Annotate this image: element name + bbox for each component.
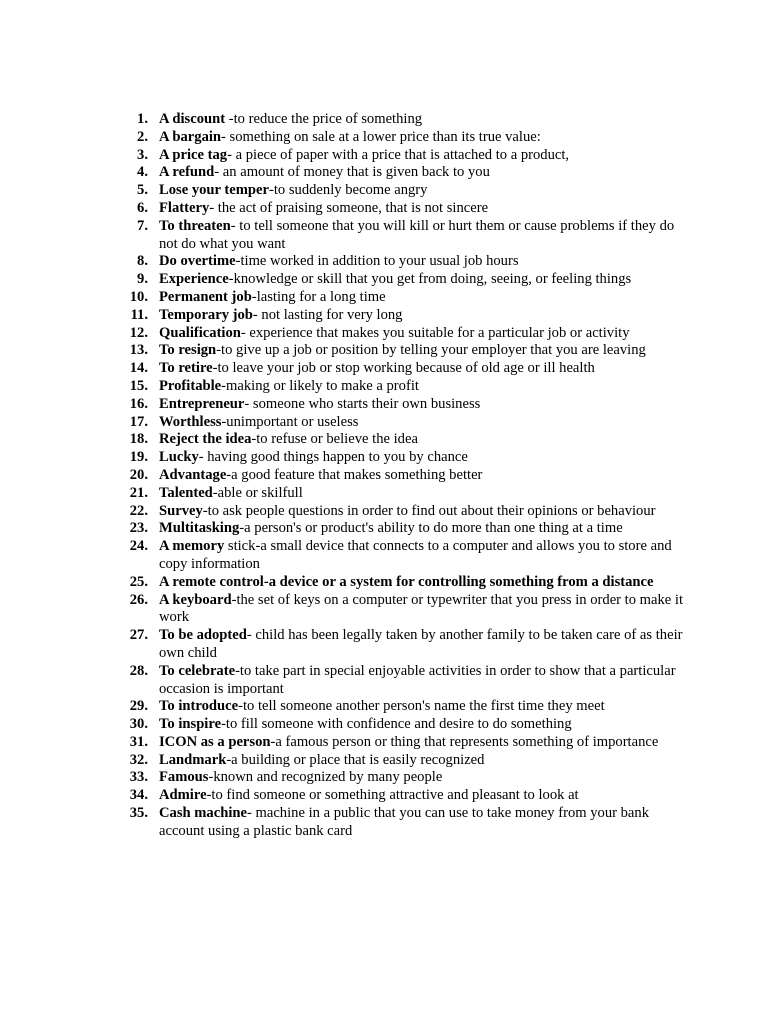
item-number: 3. xyxy=(137,146,148,163)
list-item xyxy=(0,396,768,414)
item-number: 19. xyxy=(129,449,148,466)
vocab-definition: - having good things happen to you by chance xyxy=(198,449,468,466)
vocabulary-list xyxy=(0,111,768,841)
list-item xyxy=(0,805,768,841)
item-number: 5. xyxy=(137,182,148,199)
item-number: 30. xyxy=(129,716,148,733)
vocab-definition: -time worked in addition to your usual job hours xyxy=(235,253,519,270)
list-item xyxy=(0,289,768,307)
vocab-term: Landmark xyxy=(159,751,227,768)
list-item xyxy=(0,164,768,182)
list-item xyxy=(0,698,768,716)
list-item xyxy=(0,574,768,592)
vocab-term: Survey xyxy=(159,502,203,519)
vocab-definition: -unimportant or useless xyxy=(221,413,359,430)
vocab-definition: - the act of praising someone, that is not sincere xyxy=(209,199,489,216)
item-number: 1. xyxy=(137,111,148,127)
vocab-term: Talented xyxy=(159,484,213,501)
list-item xyxy=(0,414,768,432)
item-number: 14. xyxy=(129,360,148,377)
item-number: 9. xyxy=(137,271,148,288)
item-number: 23. xyxy=(129,520,148,537)
vocab-term: Qualification xyxy=(159,324,241,341)
item-number: 12. xyxy=(129,324,148,341)
item-number: 33. xyxy=(129,769,148,786)
vocab-definition: -to fill someone with confidence and desire to do something xyxy=(221,716,572,733)
item-number: 26. xyxy=(129,591,148,608)
vocab-term: A remote control-a device or a system for controlling something from a distance xyxy=(159,573,654,590)
vocab-definition: - someone who starts their own business xyxy=(244,395,481,412)
vocab-definition: -to reduce the price of something xyxy=(225,111,423,127)
vocab-term: To retire xyxy=(159,360,213,377)
list-item xyxy=(0,360,768,378)
list-item xyxy=(0,627,768,663)
vocab-definition: - a piece of paper with a price that is attached to a product, xyxy=(227,146,570,163)
vocab-term: Experience xyxy=(159,271,229,288)
vocab-term: Temporary job xyxy=(159,306,253,323)
list-item xyxy=(0,769,768,787)
vocab-definition: stick-a small device that connects to a computer and allows you to store and copy information xyxy=(159,538,672,572)
list-item xyxy=(0,663,768,699)
list-item xyxy=(0,752,768,770)
list-item xyxy=(0,325,768,343)
list-item xyxy=(0,200,768,218)
item-number: 17. xyxy=(129,413,148,430)
vocab-term: Admire xyxy=(159,787,207,804)
vocab-definition: - to tell someone that you will kill or hurt them or cause problems if they do not do what you want xyxy=(159,217,675,252)
vocab-term: Reject the idea xyxy=(159,431,252,448)
vocab-term: Advantage xyxy=(159,466,227,483)
vocab-term: A refund xyxy=(159,164,215,181)
item-number: 25. xyxy=(129,573,148,590)
vocab-term: To resign xyxy=(159,342,217,359)
vocab-term: Multitasking xyxy=(159,520,240,537)
vocab-term: Lucky xyxy=(159,449,199,466)
vocab-term: Flattery xyxy=(159,199,210,216)
vocab-definition: -a famous person or thing that represents something of importance xyxy=(270,733,659,750)
list-item xyxy=(0,467,768,485)
vocab-definition: -lasting for a long time xyxy=(251,288,386,305)
vocab-definition: -a person's or product's ability to do more than one thing at a time xyxy=(239,520,623,537)
list-item xyxy=(0,182,768,200)
vocab-definition: - experience that makes you suitable for a particular job or activity xyxy=(240,324,630,341)
item-number: 32. xyxy=(129,751,148,768)
list-item xyxy=(0,431,768,449)
list-item xyxy=(0,485,768,503)
item-number: 2. xyxy=(137,128,148,145)
vocab-term: Lose your temper xyxy=(159,182,269,199)
vocab-term: To be adopted xyxy=(159,627,247,644)
vocab-term: To introduce xyxy=(159,698,239,715)
vocab-term: A bargain xyxy=(159,128,222,145)
list-item xyxy=(0,449,768,467)
vocab-term: Permanent job xyxy=(159,288,252,305)
list-item xyxy=(0,734,768,752)
item-number: 18. xyxy=(129,431,148,448)
list-item xyxy=(0,253,768,271)
vocab-term: Profitable xyxy=(159,377,222,394)
vocab-definition: - machine in a public that you can use to take money from your bank account using a plastic bank card xyxy=(159,805,650,839)
list-item xyxy=(0,129,768,147)
vocab-definition: -to find someone or something attractive and pleasant to look at xyxy=(206,787,579,804)
vocab-term: A memory xyxy=(159,538,225,555)
item-number: 16. xyxy=(129,395,148,412)
vocab-definition: -to suddenly become angry xyxy=(268,182,428,199)
vocab-definition: -to tell someone another person's name the first time they meet xyxy=(238,698,605,715)
vocab-term: A keyboard xyxy=(159,591,232,608)
item-number: 35. xyxy=(129,805,148,822)
item-number: 4. xyxy=(137,164,148,181)
list-item xyxy=(0,503,768,521)
vocab-term: Entrepreneur xyxy=(159,395,245,412)
vocab-term: A discount xyxy=(159,111,226,127)
list-item xyxy=(0,592,768,628)
vocab-definition: -to refuse or believe the idea xyxy=(251,431,418,448)
vocab-definition: -known and recognized by many people xyxy=(208,769,443,786)
item-number: 21. xyxy=(129,484,148,501)
item-number: 15. xyxy=(129,377,148,394)
list-item xyxy=(0,716,768,734)
vocab-term: Worthless xyxy=(159,413,222,430)
list-item xyxy=(0,342,768,360)
item-number: 27. xyxy=(129,627,148,644)
vocab-definition: - something on sale at a lower price than its true value: xyxy=(221,128,541,145)
item-number: 34. xyxy=(129,787,148,804)
item-number: 13. xyxy=(129,342,148,359)
vocab-term: Do overtime xyxy=(159,253,236,270)
list-item xyxy=(0,787,768,805)
vocab-definition: -the set of keys on a computer or typewriter that you press in order to make it work xyxy=(159,591,684,626)
vocab-term: Cash machine xyxy=(159,805,247,822)
vocab-definition: -making or likely to make a profit xyxy=(221,377,419,394)
list-item xyxy=(0,147,768,165)
item-number: 6. xyxy=(137,199,148,216)
item-number: 24. xyxy=(129,538,148,555)
list-item xyxy=(0,378,768,396)
vocab-definition: -to take part in special enjoyable activities in order to show that a particular occasion is important xyxy=(159,662,676,697)
list-item xyxy=(0,111,768,129)
vocab-definition: - not lasting for very long xyxy=(252,306,403,323)
vocab-definition: -knowledge or skill that you get from doing, seeing, or feeling things xyxy=(228,271,632,288)
list-item xyxy=(0,307,768,325)
vocab-definition: -to ask people questions in order to find out about their opinions or behaviour xyxy=(202,502,656,519)
vocab-definition: -a good feature that makes something better xyxy=(226,466,483,483)
item-number: 29. xyxy=(129,698,148,715)
list-item xyxy=(0,538,768,574)
item-number: 28. xyxy=(129,662,148,679)
vocab-term: Famous xyxy=(159,769,209,786)
vocab-definition: - an amount of money that is given back to you xyxy=(214,164,490,181)
vocab-term: To inspire xyxy=(159,716,222,733)
list-item xyxy=(0,520,768,538)
vocab-definition: -to leave your job or stop working because of old age or ill health xyxy=(212,360,595,377)
item-number: 31. xyxy=(129,733,148,750)
item-number: 10. xyxy=(129,288,148,305)
item-number: 8. xyxy=(137,253,148,270)
item-number: 20. xyxy=(129,466,148,483)
item-number: 7. xyxy=(137,217,148,234)
vocab-definition: - child has been legally taken by another family to be taken care of as their own child xyxy=(159,627,683,661)
vocab-term: To celebrate xyxy=(159,662,236,679)
vocab-term: A price tag xyxy=(159,146,228,163)
vocab-term: ICON as a person xyxy=(159,733,271,750)
list-item xyxy=(0,218,768,254)
list-item xyxy=(0,271,768,289)
vocab-definition: -to give up a job or position by telling your employer that you are leaving xyxy=(216,342,646,359)
vocab-term: To threaten xyxy=(159,217,231,234)
vocab-definition: -a building or place that is easily recognized xyxy=(226,751,485,768)
item-number: 11. xyxy=(130,306,148,323)
item-number: 22. xyxy=(129,502,148,519)
vocab-definition: -able or skilfull xyxy=(212,484,303,501)
